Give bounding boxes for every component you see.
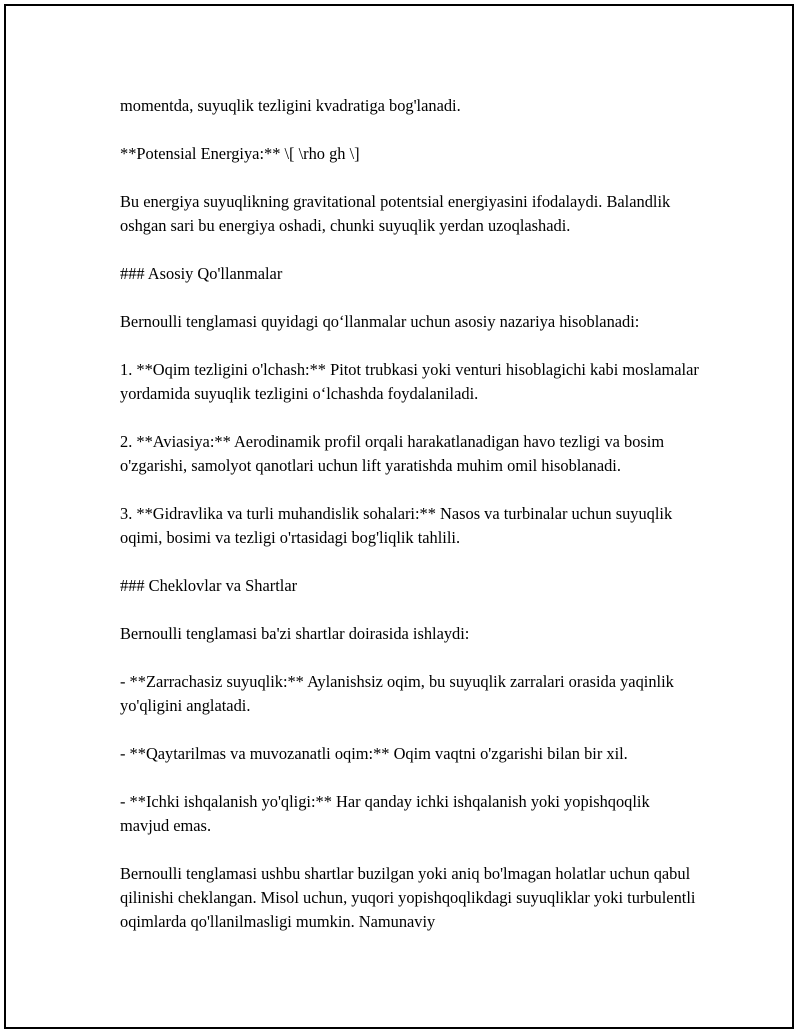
document-body bbox=[120, 94, 700, 958]
potential-energy-description: Bu energiya suyuqlikning gravitational potentsial energiyasini ifodalaydi. Balandlik oshgan sari bu energiya oshadi, chunki suyuqlik yerdan uzoqlashadi. bbox=[120, 192, 671, 235]
closing-paragraph: Bernoulli tenglamasi ushbu shartlar buzilgan yoki aniq bo'lmagan holatlar uchun qabul qilinishi cheklangan. Misol uchun, yuqori yopishqoqlikdagi suyuqliklar yoki turbulentli oqimlarda qo'llanilmasligi mumkin. Namunaviy bbox=[120, 864, 696, 931]
applications-list bbox=[120, 358, 700, 550]
limitations-list bbox=[120, 670, 700, 838]
list-item: 3. **Gidravlika va turli muhandislik sohalari:** Nasos va turbinalar uchun suyuqlik oqimi, bosimi va tezligi o'rtasidagi bog'liqlik tahlili. bbox=[120, 504, 673, 547]
list-item: - **Qaytarilmas va muvozanatli oqim:** Oqim vaqtni o'zgarishi bilan bir xil. bbox=[120, 744, 628, 763]
list-item: 2. **Aviasiya:** Aerodinamik profil orqali harakatlanadigan havo tezligi va bosim o'zgarishi, samolyot qanotlari uchun lift yaratishda muhim omil hisoblanadi. bbox=[120, 432, 665, 475]
page-frame bbox=[4, 4, 794, 1029]
potential-energy-heading: **Potensial Energiya:** \[ \rho gh \] bbox=[120, 144, 360, 163]
section-heading-limitations: ### Cheklovlar va Shartlar bbox=[120, 576, 298, 595]
list-item: - **Ichki ishqalanish yo'qligi:** Har qanday ichki ishqalanish yoki yopishqoqlik mavjud emas. bbox=[120, 792, 650, 835]
limitations-intro: Bernoulli tenglamasi ba'zi shartlar doirasida ishlaydi: bbox=[120, 624, 470, 643]
list-item: 1. **Oqim tezligini o'lchash:** Pitot trubkasi yoki venturi hisoblagichi kabi moslamalar yordamida suyuqlik tezligini o‘lchashda foydalaniladi. bbox=[120, 360, 699, 403]
list-item: - **Zarrachasiz suyuqlik:** Aylanishsiz oqim, bu suyuqlik zarralari orasida yaqinlik yo'qligini anglatadi. bbox=[120, 672, 674, 715]
paragraph-intro-end: momentda, suyuqlik tezligini kvadratiga bog'lanadi. bbox=[120, 96, 461, 115]
applications-intro: Bernoulli tenglamasi quyidagi qo‘llanmalar uchun asosiy nazariya hisoblanadi: bbox=[120, 312, 640, 331]
section-heading-applications: ### Asosiy Qo'llanmalar bbox=[120, 264, 283, 283]
